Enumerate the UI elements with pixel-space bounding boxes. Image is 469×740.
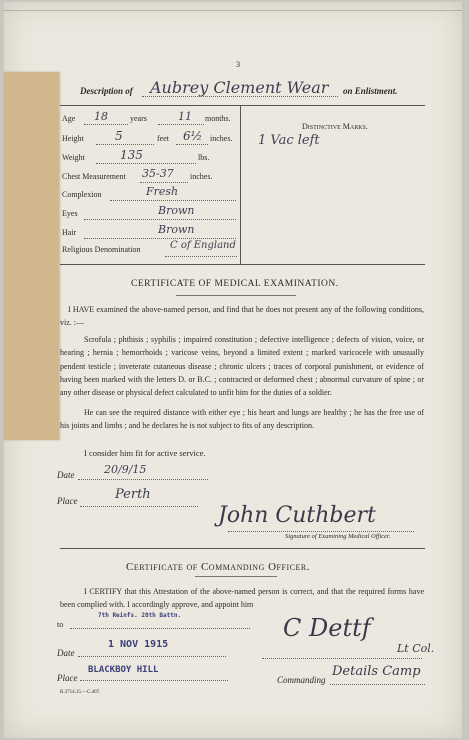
complexion-label: Complexion	[62, 190, 102, 199]
age-years-dots	[84, 124, 128, 125]
chest-label: Chest Measurement	[62, 172, 126, 181]
age-months-dots	[158, 124, 204, 125]
weight-value: 135	[120, 148, 143, 162]
medical-date-value: 20/9/15	[104, 463, 147, 476]
commanding-certification: I CERTIFY that this Attestation of the above-named person is correct, and that the required forms have been complied with. I accordingly approve, and appoint him	[60, 587, 424, 610]
complexion-value: Fresh	[146, 185, 179, 198]
medical-date-label: Date	[57, 470, 75, 480]
hair-label: Hair	[62, 228, 77, 237]
hair-dots	[84, 238, 236, 239]
commanding-place-stamp: BLACKBOY HILL	[88, 665, 159, 675]
recruit-name: Aubrey Clement Wear	[150, 78, 329, 97]
medical-title: CERTIFICATE OF MEDICAL EXAMINATION.	[131, 279, 339, 289]
lbs-label: lbs.	[198, 153, 210, 162]
medical-place-dots	[80, 506, 198, 507]
commanding-title: Certificate of Commanding Officer.	[126, 561, 310, 573]
box-divider	[240, 106, 241, 264]
box-top-rule	[60, 105, 425, 106]
medical-place-label: Place	[57, 496, 78, 506]
religion-dots	[165, 256, 237, 257]
height-feet: 5	[115, 129, 123, 143]
commanding-place-label: Place	[57, 673, 78, 683]
fit-for-service: I consider him fit for active service.	[84, 448, 206, 458]
medical-officer-signature: John Cuthbert	[218, 503, 376, 528]
commanding-date-label: Date	[57, 648, 75, 658]
commanding-rank: Lt Col.	[397, 642, 435, 655]
description-prefix: Description of	[80, 86, 133, 96]
commanding-label: Commanding	[277, 675, 326, 685]
commanding-date-stamp: 1 NOV 1915	[108, 639, 169, 650]
medical-signature-caption: Signature of Examining Medical Officer.	[285, 533, 391, 540]
distinctive-marks-heading: Distinctive Marks.	[302, 122, 368, 131]
commanding-place-dots	[80, 680, 228, 681]
commanding-signature-dots	[262, 658, 422, 659]
medical-place-value: Perth	[115, 487, 151, 502]
chest-value: 35-37	[142, 167, 174, 180]
height-inches-dots	[176, 144, 208, 145]
medical-date-dots	[78, 479, 208, 480]
years-label: years	[130, 114, 147, 123]
distinctive-marks-value: 1 Vac left	[258, 133, 320, 148]
paper-tab	[4, 72, 59, 440]
description-suffix: on Enlistment.	[343, 86, 398, 96]
box-bottom-rule	[60, 264, 425, 265]
weight-dots	[96, 163, 196, 164]
chest-inches-label: inches.	[190, 172, 213, 181]
appoint-to-unit: 7th Reinfs. 28th Battn.	[98, 612, 182, 619]
weight-label: Weight	[62, 153, 85, 162]
height-feet-dots	[96, 144, 154, 145]
print-reference: B.3714.15.—C.407.	[60, 690, 101, 695]
inches-label: inches.	[210, 134, 233, 143]
height-label: Height	[62, 134, 84, 143]
commanding-unit: Details Camp	[332, 664, 421, 679]
height-inches: 6½	[183, 129, 203, 143]
age-months: 11	[178, 110, 192, 123]
paper-fold-line	[4, 10, 462, 11]
page-number: 3	[236, 60, 240, 69]
chest-dots	[140, 182, 188, 183]
commanding-date-dots	[78, 656, 226, 657]
eyes-label: Eyes	[62, 209, 78, 218]
medical-title-rule	[176, 295, 296, 296]
commanding-officer-signature: C Dettf	[283, 614, 371, 642]
name-dotline	[142, 96, 338, 97]
eyes-value: Brown	[158, 204, 195, 217]
eyes-dots	[84, 219, 236, 220]
section-divider	[60, 548, 425, 549]
months-label: months.	[205, 114, 231, 123]
complexion-dots	[110, 200, 236, 201]
medical-declaration: He can see the required distance with either eye ; his heart and lungs are healthy ; he has the free use of his joints and limbs ; and he declares he is not subject to fits of any description.	[60, 408, 424, 431]
appoint-to-label: to	[57, 620, 64, 629]
hair-value: Brown	[158, 223, 195, 236]
medical-conditions: Scrofula ; phthisis ; syphilis ; impaired constitution ; defective intelligence ; defects of vision, voice, or hearing ; hernia ; hemorrhoids ; varicose veins, beyond a limited extent ; marked varicocele with unusually pendent testicle ; inveterate cutaneous disease ; chronic ulcers ; traces of corporal punishment, or evidence of having been marked with the letters D. or B.C. ; contracted or deformed chest ; abnormal curvature of spine ; or any other disease or physical defect calculated to unfit him for the duties of a soldier.	[60, 335, 424, 398]
age-label: Age	[62, 114, 76, 123]
religion-label: Religious Denomination	[62, 245, 141, 254]
feet-label: feet	[157, 134, 169, 143]
religion-value: C of England	[170, 240, 236, 251]
medical-signature-dots	[228, 531, 414, 532]
commanding-title-rule	[195, 576, 277, 577]
medical-intro: I HAVE examined the above-named person, and find that he does not present any of the following conditions, viz. :—	[60, 305, 424, 328]
appoint-to-dots	[70, 628, 250, 629]
commanding-unit-dots	[330, 684, 425, 685]
age-years: 18	[94, 110, 108, 123]
